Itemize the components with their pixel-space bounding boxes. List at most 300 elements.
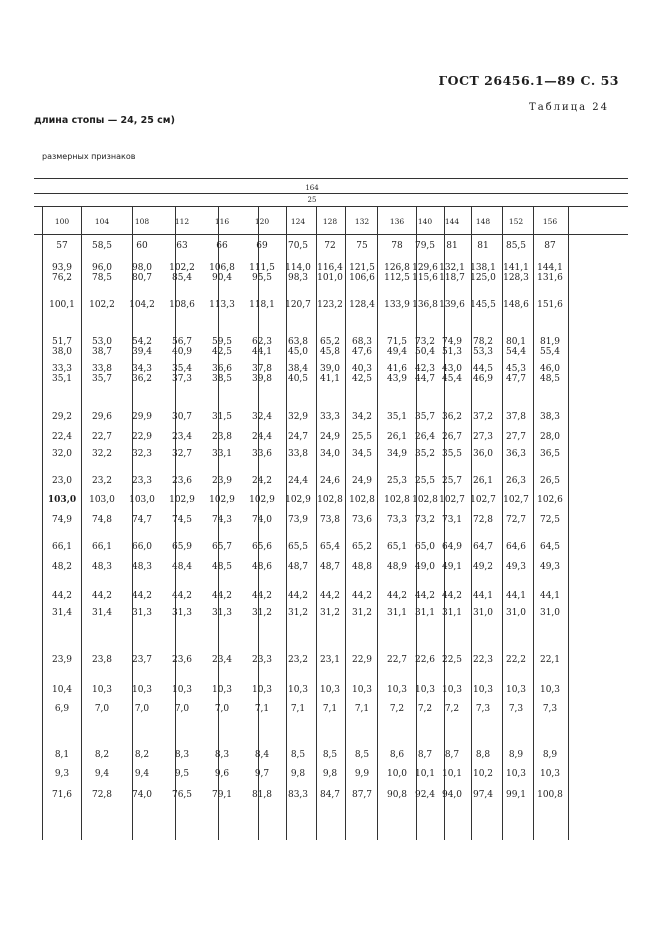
table-cell: 70,5	[287, 241, 309, 251]
table-cell: 10,1	[441, 769, 463, 779]
table-cell: 22,1	[539, 655, 561, 665]
table-cell: 7,3	[475, 704, 491, 714]
table-cell: 102,8	[384, 495, 410, 505]
table-cell: 48,2	[51, 562, 73, 572]
table-cell: 9,4	[134, 769, 150, 779]
table-cell: 26,5	[539, 476, 561, 486]
table-cell: 22,7	[386, 655, 408, 665]
table-cell: 126,8	[384, 263, 410, 273]
table-cell: 102,9	[249, 495, 275, 505]
table-cell: 10,4	[51, 685, 73, 695]
table-cell: 33,1	[211, 449, 233, 459]
table-cell: 100,1	[49, 300, 75, 310]
table-cell: 35,5	[441, 449, 463, 459]
table-cell: 59,5	[211, 337, 233, 347]
table-cell: 74,9	[51, 515, 73, 525]
table-cell: 102,8	[317, 495, 343, 505]
table-cell: 66,0	[131, 542, 153, 552]
table-cell: 8,5	[322, 750, 338, 760]
table-cell: 24,7	[287, 432, 309, 442]
column-header-bottom-rule	[34, 234, 628, 235]
table-cell: 22,7	[91, 432, 113, 442]
table-cell: 35,1	[386, 412, 408, 422]
group-header-foot-length: 25	[307, 196, 317, 204]
table-cell: 35,7	[91, 374, 113, 384]
table-cell: 83,3	[287, 790, 309, 800]
table-cell: 8,2	[134, 750, 150, 760]
table-top-rule	[34, 178, 628, 179]
table-cell: 29,6	[91, 412, 113, 422]
table-cell: 35,4	[171, 364, 193, 374]
table-cell: 87	[544, 241, 556, 251]
table-cell: 7,0	[94, 704, 110, 714]
table-cell: 45,0	[287, 347, 309, 357]
table-cell: 23,3	[131, 476, 153, 486]
table-cell: 27,7	[505, 432, 527, 442]
column-header: 144	[444, 217, 460, 226]
table-cell: 23,4	[171, 432, 193, 442]
table-cell: 31,4	[91, 608, 113, 618]
table-cell: 84,7	[319, 790, 341, 800]
table-cell: 35,1	[51, 374, 73, 384]
table-cell: 72	[324, 241, 336, 251]
table-cell: 51,7	[51, 337, 73, 347]
table-cell: 54,2	[131, 337, 153, 347]
table-cell: 103,0	[89, 495, 115, 505]
table-cell: 128,3	[503, 273, 529, 283]
table-cell: 27,3	[472, 432, 494, 442]
table-cell: 41,1	[319, 374, 341, 384]
table-cell: 65,1	[386, 542, 408, 552]
table-cell: 78,2	[472, 337, 494, 347]
table-cell: 106,8	[209, 263, 235, 273]
table-cell: 22,9	[351, 655, 373, 665]
table-cell: 104,2	[129, 300, 155, 310]
table-cell: 57	[56, 241, 68, 251]
table-cell: 31,1	[441, 608, 463, 618]
table-cell: 36,3	[505, 449, 527, 459]
table-caption: Таблица 24	[529, 102, 609, 113]
table-cell: 102,6	[537, 495, 563, 505]
table-cell: 22,2	[505, 655, 527, 665]
table-cell: 102,8	[412, 495, 438, 505]
table-cell: 32,0	[51, 449, 73, 459]
table-cell: 65,6	[251, 542, 273, 552]
table-cell: 141,1	[503, 263, 529, 273]
table-cell: 8,4	[254, 750, 270, 760]
table-cell: 148,6	[503, 300, 529, 310]
table-cell: 31,2	[251, 608, 273, 618]
table-cell: 68,3	[351, 337, 373, 347]
table-cell: 65,2	[319, 337, 341, 347]
table-cell: 10,3	[171, 685, 193, 695]
table-cell: 7,2	[417, 704, 433, 714]
table-cell: 48,3	[131, 562, 153, 572]
table-cell: 102,8	[349, 495, 375, 505]
table-cell: 44,2	[441, 591, 463, 601]
table-cell: 6,9	[54, 704, 70, 714]
table-cell: 29,9	[131, 412, 153, 422]
table-cell: 65,2	[351, 542, 373, 552]
table-cell: 7,3	[508, 704, 524, 714]
table-cell: 73,1	[441, 515, 463, 525]
table-cell: 44,2	[319, 591, 341, 601]
table-cell: 60	[136, 241, 148, 251]
table-cell: 102,9	[169, 495, 195, 505]
table-cell: 66,1	[91, 542, 113, 552]
table-cell: 33,6	[251, 449, 273, 459]
table-cell: 48,8	[351, 562, 373, 572]
table-cell: 72,5	[539, 515, 561, 525]
table-cell: 25,5	[351, 432, 373, 442]
table-cell: 49,1	[441, 562, 463, 572]
table-cell: 45,3	[505, 364, 527, 374]
column-header: 108	[134, 217, 150, 226]
table-cell: 98,0	[131, 263, 153, 273]
table-cell: 33,3	[51, 364, 73, 374]
table-cell: 8,8	[475, 750, 491, 760]
table-cell: 36,5	[539, 449, 561, 459]
table-cell: 73,6	[351, 515, 373, 525]
table-cell: 10,3	[505, 685, 527, 695]
table-cell: 44,1	[251, 347, 273, 357]
table-cell: 8,1	[54, 750, 70, 760]
table-cell: 47,6	[351, 347, 373, 357]
table-cell: 39,4	[131, 347, 153, 357]
table-cell: 101,0	[317, 273, 343, 283]
table-cell: 23,3	[251, 655, 273, 665]
table-cell: 44,2	[386, 591, 408, 601]
table-cell: 44,1	[505, 591, 527, 601]
table-cell: 10,3	[211, 685, 233, 695]
table-cell: 42,5	[211, 347, 233, 357]
table-cell: 44,2	[171, 591, 193, 601]
table-cell: 79,5	[414, 241, 436, 251]
table-cell: 74,5	[171, 515, 193, 525]
table-cell: 25,7	[441, 476, 463, 486]
table-cell: 7,2	[444, 704, 460, 714]
table-cell: 48,4	[171, 562, 193, 572]
column-header: 156	[542, 217, 558, 226]
table-cell: 74,0	[131, 790, 153, 800]
table-cell: 24,9	[319, 432, 341, 442]
column-header: 132	[354, 217, 370, 226]
table-cell: 49,3	[539, 562, 561, 572]
table-cell: 106,6	[349, 273, 375, 283]
table-cell: 65,5	[287, 542, 309, 552]
table-cell: 71,5	[386, 337, 408, 347]
table-cell: 39,0	[319, 364, 341, 374]
table-cell: 81	[477, 241, 489, 251]
table-cell: 74,9	[441, 337, 463, 347]
table-cell: 23,6	[171, 476, 193, 486]
column-header: 116	[214, 217, 230, 226]
table-cell: 74,0	[251, 515, 273, 525]
table-cell: 26,1	[472, 476, 494, 486]
table-cell: 108,6	[169, 300, 195, 310]
table-cell: 87,7	[351, 790, 373, 800]
table-cell: 31,0	[505, 608, 527, 618]
table-cell: 38,3	[539, 412, 561, 422]
table-cell: 7,1	[254, 704, 270, 714]
table-cell: 64,7	[472, 542, 494, 552]
table-cell: 99,1	[505, 790, 527, 800]
table-cell: 96,0	[91, 263, 113, 273]
table-cell: 22,3	[472, 655, 494, 665]
table-cell: 85,4	[171, 273, 193, 283]
table-cell: 63,8	[287, 337, 309, 347]
table-cell: 38,0	[51, 347, 73, 357]
table-cell: 40,3	[351, 364, 373, 374]
table-cell: 37,8	[505, 412, 527, 422]
table-cell: 65,4	[319, 542, 341, 552]
table-cell: 10,3	[351, 685, 373, 695]
caption-fragment: длина стопы — 24, 25 см)	[34, 115, 175, 126]
table-cell: 32,4	[251, 412, 273, 422]
table-cell: 33,8	[287, 449, 309, 459]
table-cell: 44,2	[414, 591, 436, 601]
table-cell: 10,3	[505, 769, 527, 779]
table-cell: 23,7	[131, 655, 153, 665]
table-cell: 65,7	[211, 542, 233, 552]
table-cell: 44,5	[472, 364, 494, 374]
table-cell: 66,1	[51, 542, 73, 552]
table-cell: 92,4	[414, 790, 436, 800]
table-cell: 118,7	[439, 273, 465, 283]
table-cell: 43,9	[386, 374, 408, 384]
table-cell: 48,7	[319, 562, 341, 572]
table-cell: 48,3	[91, 562, 113, 572]
table-cell: 7,0	[174, 704, 190, 714]
table-cell: 103,0	[129, 495, 155, 505]
table-cell: 8,2	[94, 750, 110, 760]
table-cell: 63	[176, 241, 188, 251]
table-cell: 50,4	[414, 347, 436, 357]
table-cell: 90,8	[386, 790, 408, 800]
table-cell: 8,5	[354, 750, 370, 760]
table-cell: 9,6	[214, 769, 230, 779]
table-cell: 40,5	[287, 374, 309, 384]
table-cell: 8,3	[174, 750, 190, 760]
table-cell: 75	[356, 241, 368, 251]
table-cell: 58,5	[91, 241, 113, 251]
table-cell: 36,0	[472, 449, 494, 459]
table-cell: 25,5	[414, 476, 436, 486]
table-cell: 65,9	[171, 542, 193, 552]
table-cell: 38,5	[211, 374, 233, 384]
table-cell: 30,7	[171, 412, 193, 422]
table-cell: 10,3	[386, 685, 408, 695]
table-cell: 40,9	[171, 347, 193, 357]
table-cell: 73,2	[414, 337, 436, 347]
table-cell: 10,2	[472, 769, 494, 779]
table-cell: 7,3	[542, 704, 558, 714]
table-cell: 9,4	[94, 769, 110, 779]
table-cell: 72,8	[91, 790, 113, 800]
table-cell: 100,8	[537, 790, 563, 800]
table-cell: 37,3	[171, 374, 193, 384]
table-cell: 34,0	[319, 449, 341, 459]
table-cell: 85,5	[505, 241, 527, 251]
table-cell: 64,9	[441, 542, 463, 552]
table-cell: 78,5	[91, 273, 113, 283]
table-cell: 43,0	[441, 364, 463, 374]
table-cell: 73,3	[386, 515, 408, 525]
table-cell: 31,4	[51, 608, 73, 618]
table-cell: 22,6	[414, 655, 436, 665]
table-cell: 23,6	[171, 655, 193, 665]
table-cell: 26,7	[441, 432, 463, 442]
table-cell: 44,2	[91, 591, 113, 601]
table-cell: 44,7	[414, 374, 436, 384]
table-cell: 44,1	[539, 591, 561, 601]
table-cell: 35,7	[414, 412, 436, 422]
table-cell: 9,8	[322, 769, 338, 779]
column-header: 148	[475, 217, 491, 226]
table-cell: 7,2	[389, 704, 405, 714]
table-cell: 33,3	[319, 412, 341, 422]
table-cell: 116,4	[317, 263, 343, 273]
table-cell: 9,5	[174, 769, 190, 779]
table-cell: 72,7	[505, 515, 527, 525]
table-cell: 125,0	[470, 273, 496, 283]
table-cell: 74,7	[131, 515, 153, 525]
table-cell: 37,2	[472, 412, 494, 422]
table-cell: 34,9	[386, 449, 408, 459]
table-cell: 45,4	[441, 374, 463, 384]
table-cell: 81	[446, 241, 458, 251]
column-header: 112	[174, 217, 190, 226]
table-cell: 26,1	[386, 432, 408, 442]
table-cell: 44,2	[351, 591, 373, 601]
table-cell: 36,2	[131, 374, 153, 384]
table-cell: 10,3	[472, 685, 494, 695]
table-cell: 22,5	[441, 655, 463, 665]
table-cell: 79,1	[211, 790, 233, 800]
table-cell: 26,4	[414, 432, 436, 442]
table-cell: 24,6	[319, 476, 341, 486]
table-cell: 9,9	[354, 769, 370, 779]
table-cell: 136,8	[412, 300, 438, 310]
table-cell: 7,1	[322, 704, 338, 714]
table-cell: 66	[216, 241, 228, 251]
table-cell: 69	[256, 241, 268, 251]
table-cell: 49,4	[386, 347, 408, 357]
table-cell: 65,0	[414, 542, 436, 552]
table-cell: 93,9	[51, 263, 73, 273]
table-cell: 53,0	[91, 337, 113, 347]
table-cell: 151,6	[537, 300, 563, 310]
table-cell: 123,2	[317, 300, 343, 310]
table-cell: 7,0	[134, 704, 150, 714]
table-cell: 44,1	[472, 591, 494, 601]
table-cell: 78	[391, 241, 403, 251]
table-cell: 8,6	[389, 750, 405, 760]
table-cell: 102,7	[470, 495, 496, 505]
table-cell: 31,1	[414, 608, 436, 618]
column-header: 104	[94, 217, 110, 226]
table-cell: 31,3	[171, 608, 193, 618]
table-cell: 49,3	[505, 562, 527, 572]
table-cell: 90,4	[211, 273, 233, 283]
table-cell: 31,2	[319, 608, 341, 618]
table-cell: 26,3	[505, 476, 527, 486]
table-cell: 8,3	[214, 750, 230, 760]
table-cell: 97,4	[472, 790, 494, 800]
column-header: 140	[417, 217, 433, 226]
table-cell: 115,6	[412, 273, 438, 283]
table-cell: 33,8	[91, 364, 113, 374]
table-cell: 72,8	[472, 515, 494, 525]
table-cell: 71,6	[51, 790, 73, 800]
table-cell: 31,0	[472, 608, 494, 618]
table-cell: 48,5	[539, 374, 561, 384]
table-cell: 64,5	[539, 542, 561, 552]
column-header: 100	[54, 217, 70, 226]
table-cell: 24,4	[251, 432, 273, 442]
table-cell: 23,2	[91, 476, 113, 486]
table-cell: 64,6	[505, 542, 527, 552]
table-cell: 113,3	[209, 300, 235, 310]
table-cell: 7,1	[290, 704, 306, 714]
column-header: 136	[389, 217, 405, 226]
table-cell: 38,7	[91, 347, 113, 357]
table-cell: 24,9	[351, 476, 373, 486]
table-cell: 28,0	[539, 432, 561, 442]
table-cell: 35,2	[414, 449, 436, 459]
table-cell: 54,4	[505, 347, 527, 357]
table-cell: 131,6	[537, 273, 563, 283]
table-cell: 23,0	[51, 476, 73, 486]
table-cell: 24,4	[287, 476, 309, 486]
table-cell: 23,2	[287, 655, 309, 665]
table-cell: 94,0	[441, 790, 463, 800]
table-cell: 44,2	[51, 591, 73, 601]
table-cell: 56,7	[171, 337, 193, 347]
column-header: 152	[508, 217, 524, 226]
table-cell: 10,3	[539, 685, 561, 695]
table-cell: 8,5	[290, 750, 306, 760]
table-cell: 144,1	[537, 263, 563, 273]
table-cell: 29,2	[51, 412, 73, 422]
table-cell: 55,4	[539, 347, 561, 357]
column-header-top-rule	[34, 206, 628, 207]
table-cell: 31,3	[131, 608, 153, 618]
table-cell: 10,3	[131, 685, 153, 695]
table-cell: 25,3	[386, 476, 408, 486]
table-cell: 31,3	[211, 608, 233, 618]
table-cell: 44,2	[211, 591, 233, 601]
column-header: 120	[254, 217, 270, 226]
group-header-height: 164	[305, 184, 319, 192]
table-cell: 9,7	[254, 769, 270, 779]
table-cell: 139,6	[439, 300, 465, 310]
table-cell: 23,8	[211, 432, 233, 442]
table-cell: 38,4	[287, 364, 309, 374]
table-cell: 42,5	[351, 374, 373, 384]
table-cell: 8,9	[542, 750, 558, 760]
table-cell: 76,5	[171, 790, 193, 800]
table-cell: 114,0	[285, 263, 311, 273]
table-cell: 80,7	[131, 273, 153, 283]
table-cell: 138,1	[470, 263, 496, 273]
table-cell: 48,6	[251, 562, 273, 572]
table-cell: 81,8	[251, 790, 273, 800]
table-cell: 133,9	[384, 300, 410, 310]
table-cell: 45,8	[319, 347, 341, 357]
table-cell: 102,2	[89, 300, 115, 310]
table-cell: 8,7	[444, 750, 460, 760]
